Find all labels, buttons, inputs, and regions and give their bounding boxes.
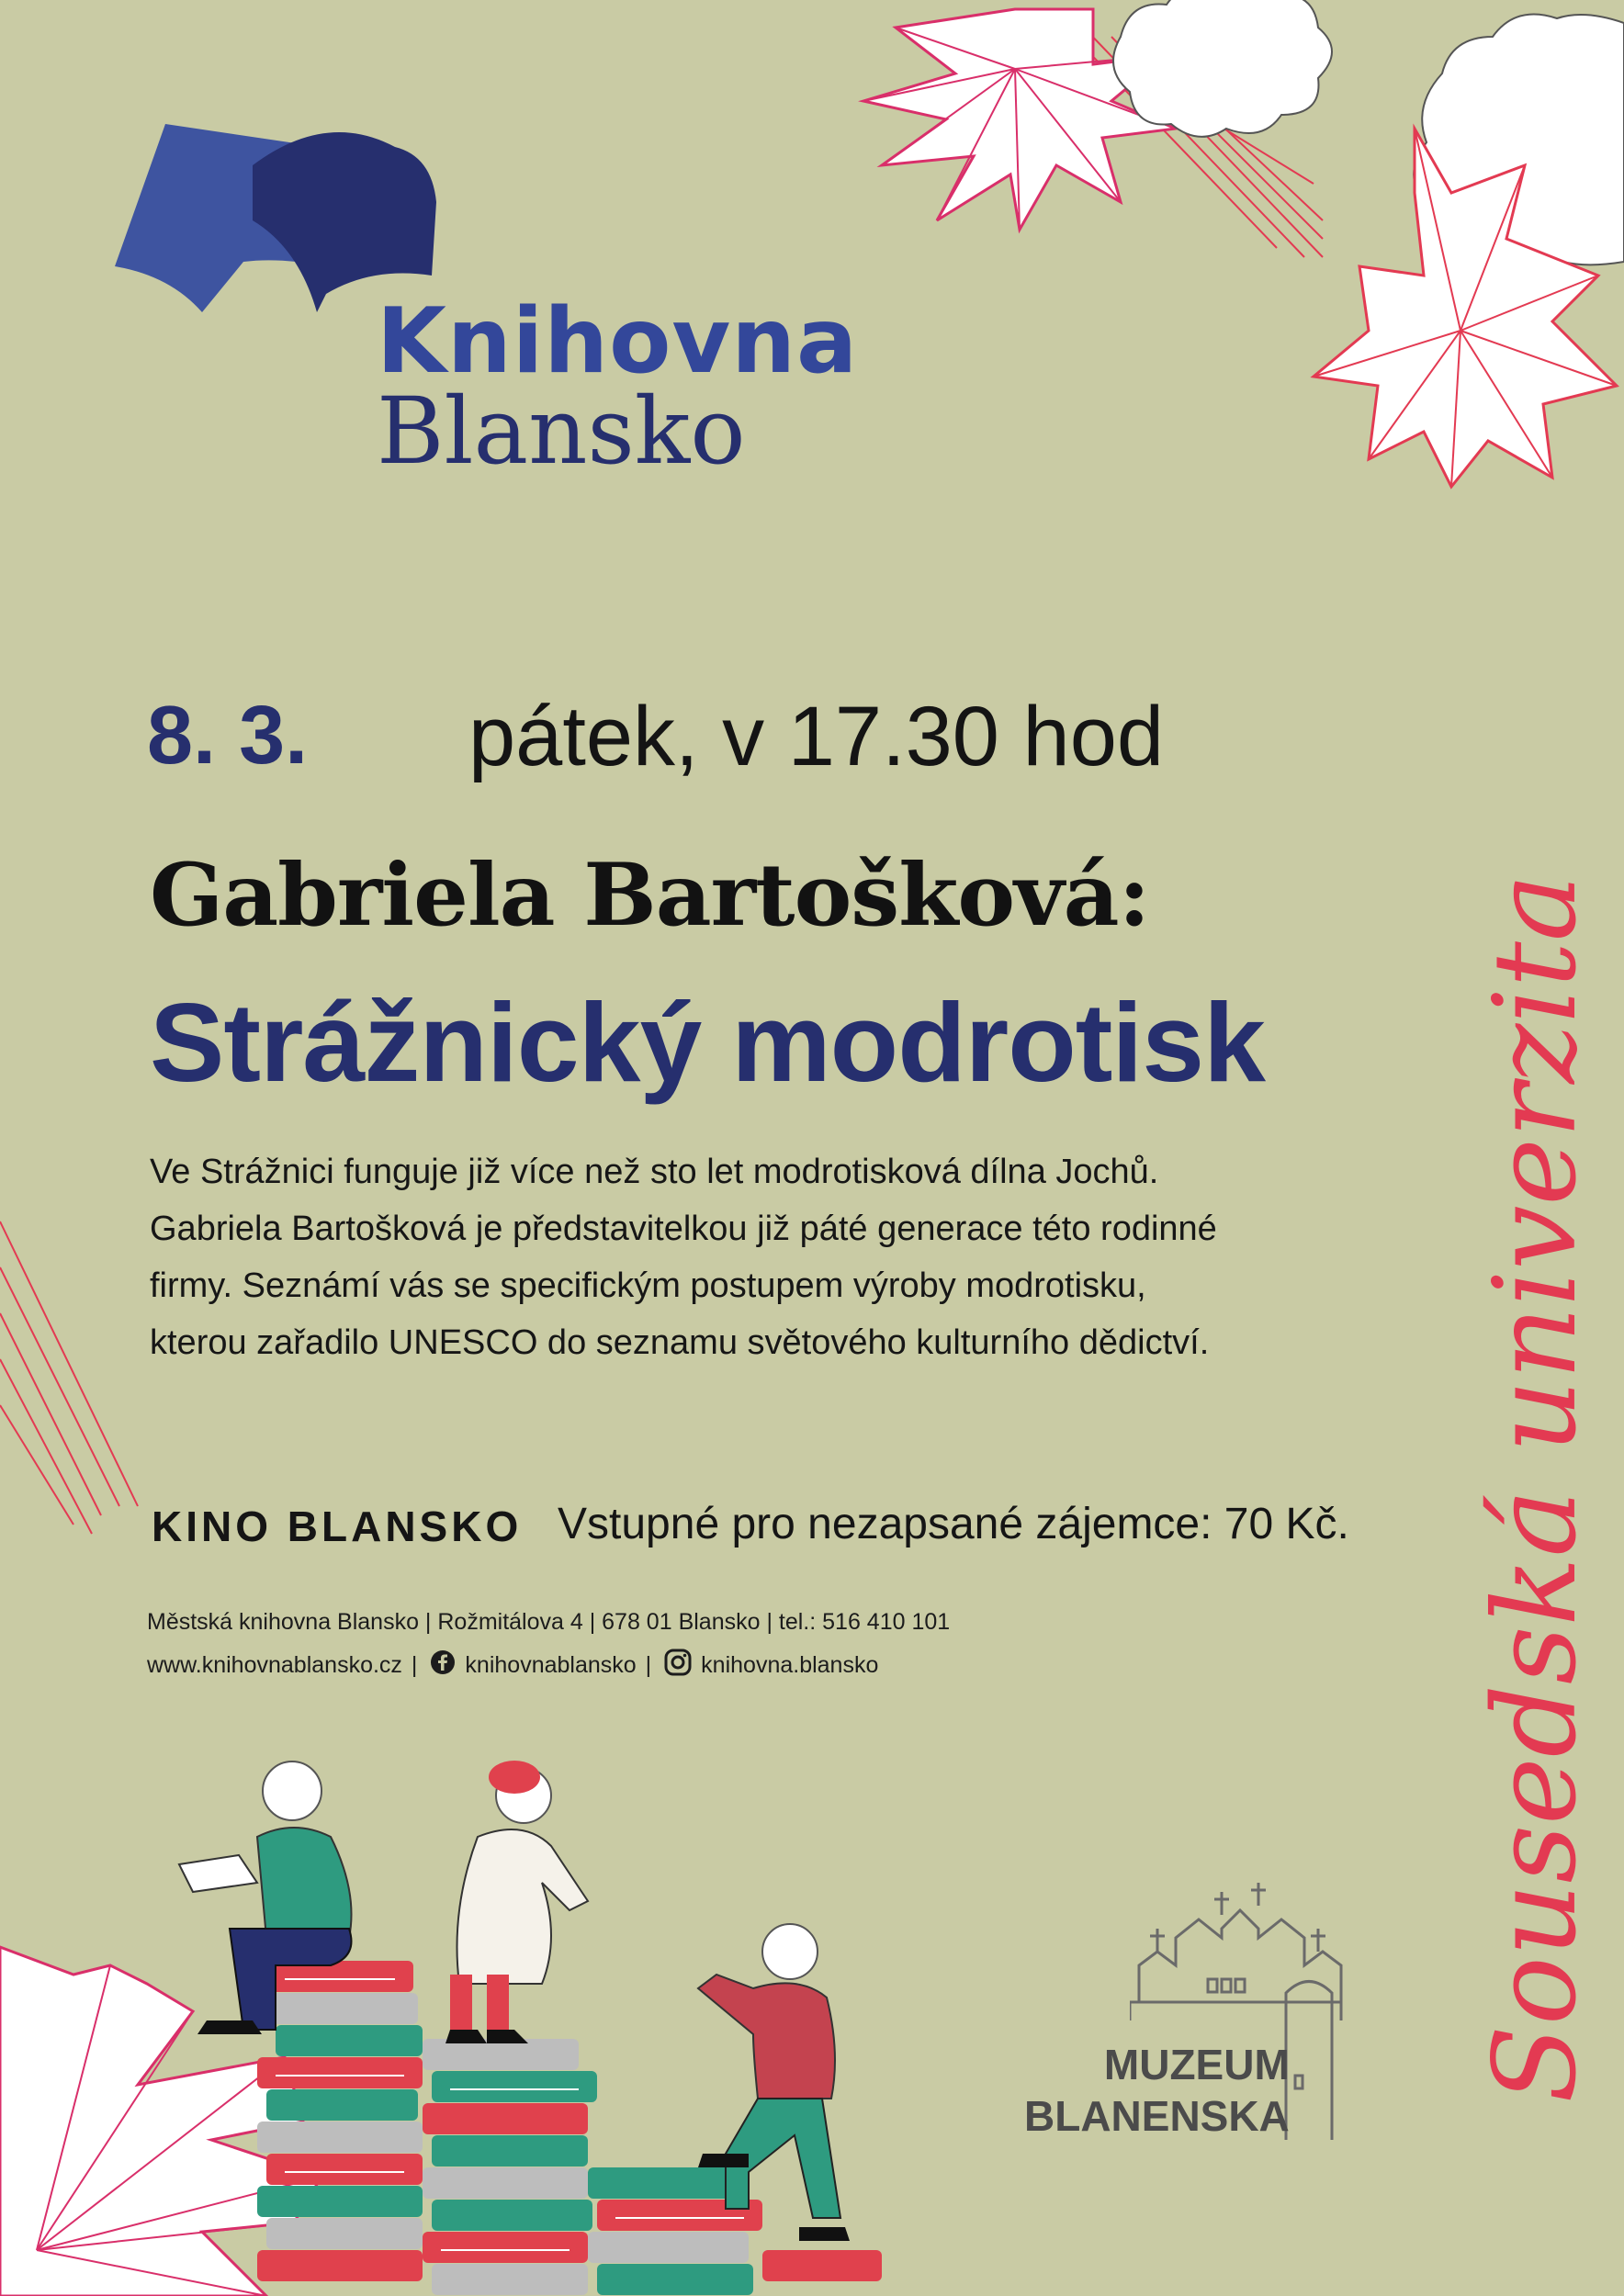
- website-link[interactable]: www.knihovnablansko.cz: [147, 1652, 402, 1678]
- contact-address: Městská knihovna Blansko | Rožmitálova 4 | 678 01 Blansko | tel.: 516 410 101: [147, 1609, 951, 1635]
- woman-figure: [445, 1761, 588, 2043]
- description-line: Gabriela Bartošková je představitelkou již páté generace této rodinné: [150, 1210, 1217, 1248]
- facebook-link[interactable]: knihovnablansko: [465, 1652, 637, 1678]
- description-line: firmy. Seznámí vás se specifickým postupem výroby modrotisku,: [150, 1266, 1146, 1305]
- description-line: Ve Strážnici funguje již více než sto let modrotisková dílna Jochů.: [150, 1153, 1159, 1191]
- logo-word-blansko: Blansko: [377, 377, 746, 485]
- logo-word-knihovna: Knihovna: [377, 289, 859, 394]
- instagram-link[interactable]: knihovna.blansko: [701, 1652, 879, 1678]
- facebook-icon: [430, 1649, 456, 1682]
- contact-links: [147, 1649, 878, 1683]
- separator: |: [411, 1652, 418, 1678]
- venue: KINO BLANSKO: [152, 1503, 523, 1550]
- event-time: pátek, v 17.30 hod: [468, 690, 1165, 783]
- separator: |: [645, 1652, 652, 1678]
- white-clouds: [1113, 0, 1624, 264]
- museum-name-line1: MUZEUM: [1103, 2041, 1290, 2088]
- book-stack-middle: [423, 2039, 597, 2295]
- event-date: 8. 3.: [147, 690, 309, 782]
- museum-name: [1024, 2039, 1290, 2142]
- admission-price: Vstupné pro nezapsané zájemce: 70 Kč.: [558, 1500, 1349, 1548]
- museum-name-line2: BLANENSKA: [1024, 2092, 1290, 2140]
- event-description: [150, 1143, 1362, 1371]
- description-line: kterou zařadilo UNESCO do seznamu světového kulturního dědictví.: [150, 1323, 1210, 1362]
- speaker-name: Gabriela Bartošková:: [150, 845, 1150, 946]
- series-label: Sousedská univerzita: [1470, 873, 1602, 2103]
- event-title: Strážnický modrotisk: [150, 980, 1265, 1105]
- instagram-icon: [664, 1649, 692, 1683]
